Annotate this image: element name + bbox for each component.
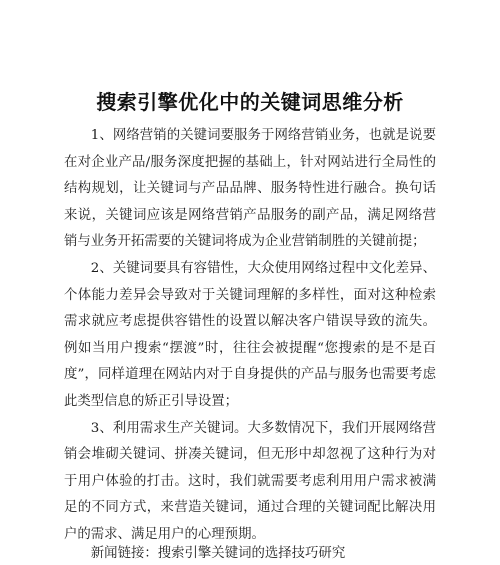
paragraph-3: 3、利用需求生产关键词。大多数情况下，我们开展网络营销会堆砌关键词、拼凑关键词，但无形中却忽视了这种行为对于用户体验的打击。这时，我们就需要考虑利用用户需求被满足的不同方式，来营造关键词，通过合理的关键词配比解决用户的需求、满足用户的心理预期。 bbox=[64, 420, 436, 542]
document-title: 搜索引擎优化中的关键词思维分析 bbox=[96, 90, 404, 114]
article-body bbox=[64, 123, 436, 549]
paragraph-1: 1、网络营销的关键词要服务于网络营销业务，也就是说要在对企业产品/服务深度把握的基础上，针对网站进行全局性的结构规划，让关键词与产品品牌、服务特性进行融合。换句话来说，关键词应该是网络营销产品服务的副产品，满足网络营销与业务开拓需要的关键词将成为企业营销制胜的关键前提； bbox=[64, 128, 436, 250]
related-news-label: 新闻链接： bbox=[90, 546, 158, 561]
paragraph-2: 2、关键词要具有容错性，大众使用网络过程中文化差异、个体能力差异会导致对于关键词理解的多样性，面对这种检索需求就应考虑提供容错性的设置以解决客户错误导致的流失。例如当用户搜索“摆渡”时，往往会被提醒“您搜索的是不是百度”，同样道理在网站内对于自身提供的产品与服务也需要考虑此类型信息的矫正引导设置； bbox=[64, 260, 436, 409]
related-news-link[interactable]: 搜索引擎关键词的选择技巧研究 bbox=[157, 546, 346, 561]
related-news bbox=[64, 543, 436, 565]
